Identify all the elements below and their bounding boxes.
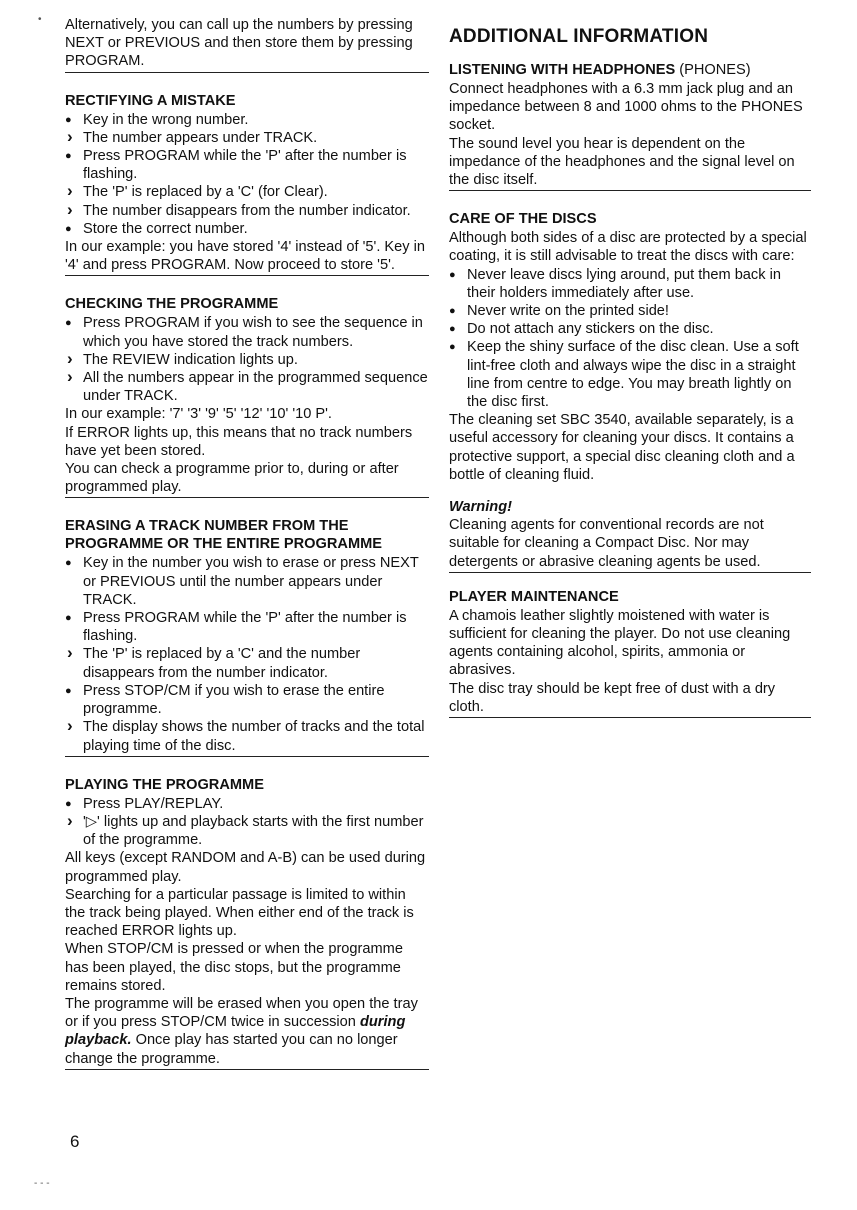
intro-text: Alternatively, you can call up the numbers by pressing NEXT or PREVIOUS and then store them by pressing PROGRAM. xyxy=(65,17,413,70)
bullet-item: ● Key in the wrong number. xyxy=(65,111,429,129)
paragraph: In our example: '7' '3' '9' '5' '12' '10' '10 P'. xyxy=(65,406,332,423)
result-item: › '▷' lights up and playback starts with the first number of the programme. xyxy=(65,813,429,849)
result-item: › The number disappears from the number indicator. xyxy=(65,202,429,220)
section-heading: ERASING A TRACK NUMBER FROM THE PROGRAMME OR THE ENTIRE PROGRAMME xyxy=(65,518,383,553)
paragraph: A chamois leather slightly moistened with water is sufficient for cleaning the player. Do not use cleaning agents containing alcohol, spirits, ammonia or abrasives. xyxy=(449,607,791,679)
paragraph: The disc tray should be kept free of dust with a dry cloth. xyxy=(449,680,776,715)
right-column xyxy=(449,26,811,718)
paragraph: You can check a programme prior to, during or after programmed play. xyxy=(65,461,399,496)
section-heading: RECTIFYING A MISTAKE xyxy=(65,92,236,109)
section-heading: CHECKING THE PROGRAMME xyxy=(65,296,279,313)
paragraph-part: The programme will be erased when you open the tray or if you press STOP/CM twice in succession xyxy=(65,995,418,1031)
bullet-item: ● Never leave discs lying around, put them back in their holders immediately after use. xyxy=(449,266,811,302)
bullet-item: ● Press PROGRAM while the 'P' after the number is flashing. xyxy=(65,609,429,645)
section-heading: PLAYING THE PROGRAMME xyxy=(65,776,264,793)
heading-suffix: (PHONES) xyxy=(679,62,751,78)
paragraph xyxy=(65,995,429,1068)
result-item: › The display shows the number of tracks and the total playing time of the disc. xyxy=(65,718,429,754)
heading-text: LISTENING WITH HEADPHONES xyxy=(449,62,676,78)
paragraph: Searching for a particular passage is limited to within the track being played. When either end of the track is reached ERROR lights up. xyxy=(65,886,414,940)
bullet-item: ● Do not attach any stickers on the disc. xyxy=(449,320,811,338)
left-column xyxy=(65,16,429,1070)
paragraph-part: Once play has started you can no longer change the programme. xyxy=(65,1032,398,1067)
result-item: › The 'P' is replaced by a 'C' (for Clear). xyxy=(65,183,429,201)
care-of-discs-section xyxy=(449,210,811,573)
paragraph: If ERROR lights up, this means that no track numbers have yet been stored. xyxy=(65,424,413,459)
print-speck: - - - xyxy=(34,1178,50,1189)
bullet-item: ● Press STOP/CM if you wish to erase the entire programme. xyxy=(65,682,429,718)
bullet-item: ● Keep the shiny surface of the disc clean. Use a soft lint-free cloth and always wipe the disc in a straight line from centre to edge. You may breath lightly on the disc first. xyxy=(449,338,811,411)
paragraph: Although both sides of a disc are protected by a special coating, it is still advisable to treat the discs with care: xyxy=(449,230,807,265)
bullet-item: ● Press PROGRAM if you wish to see the sequence in which you have stored the track numbers. xyxy=(65,314,429,350)
playing-programme-section xyxy=(65,776,429,1070)
headphones-section xyxy=(449,61,811,191)
paragraph: Connect headphones with a 6.3 mm jack plug and an impedance between 8 and 1000 ohms to the PHONES socket. xyxy=(449,81,803,134)
emphasis-text: during playback. xyxy=(65,1014,406,1049)
page-number: 6 xyxy=(70,1132,80,1151)
bullet-item: ● Press PLAY/REPLAY. xyxy=(65,795,429,813)
section-heading: CARE OF THE DISCS xyxy=(449,211,597,228)
section-heading xyxy=(449,61,811,79)
print-speck: • xyxy=(38,14,42,25)
warning-label: Warning! xyxy=(449,499,512,516)
bullet-item: ● Key in the number you wish to erase or press NEXT or PREVIOUS until the number appears under TRACK. xyxy=(65,554,429,609)
paragraph: Cleaning agents for conventional records are not suitable for cleaning a Compact Disc. Nor may detergents or abrasive cleaning agents be used. xyxy=(449,517,764,570)
result-item: › The REVIEW indication lights up. xyxy=(65,351,429,369)
result-item: › The number appears under TRACK. xyxy=(65,129,429,147)
player-maintenance-section xyxy=(449,588,811,718)
paragraph: The sound level you hear is dependent on the impedance of the headphones and the signal level on the disc itself. xyxy=(449,135,795,189)
checking-programme-section xyxy=(65,295,429,498)
bullet-item: ● Press PROGRAM while the 'P' after the number is flashing. xyxy=(65,147,429,183)
page-title: ADDITIONAL INFORMATION xyxy=(449,26,709,47)
section-heading: PLAYER MAINTENANCE xyxy=(449,588,619,605)
erasing-section xyxy=(65,517,429,756)
bullet-item: ● Never write on the printed side! xyxy=(449,302,811,320)
paragraph: In our example: you have stored '4' instead of '5'. Key in '4' and press PROGRAM. Now proceed to store '5'. xyxy=(65,239,425,274)
intro-section xyxy=(65,16,429,73)
paragraph: The cleaning set SBC 3540, available separately, is a useful accessory for cleaning your discs. It contains a protective support, a special disc cleaning cloth and a bottle of cleaning fluid. xyxy=(449,412,795,483)
paragraph: All keys (except RANDOM and A-B) can be used during programmed play. xyxy=(65,850,426,885)
result-item: › All the numbers appear in the programmed sequence under TRACK. xyxy=(65,369,429,405)
result-item: › The 'P' is replaced by a 'C' and the number disappears from the number indicator. xyxy=(65,645,429,681)
rectifying-mistake-section xyxy=(65,92,429,277)
bullet-item: ● Store the correct number. xyxy=(65,220,429,238)
paragraph: When STOP/CM is pressed or when the programme has been played, the disc stops, but the programme remains stored. xyxy=(65,941,403,994)
